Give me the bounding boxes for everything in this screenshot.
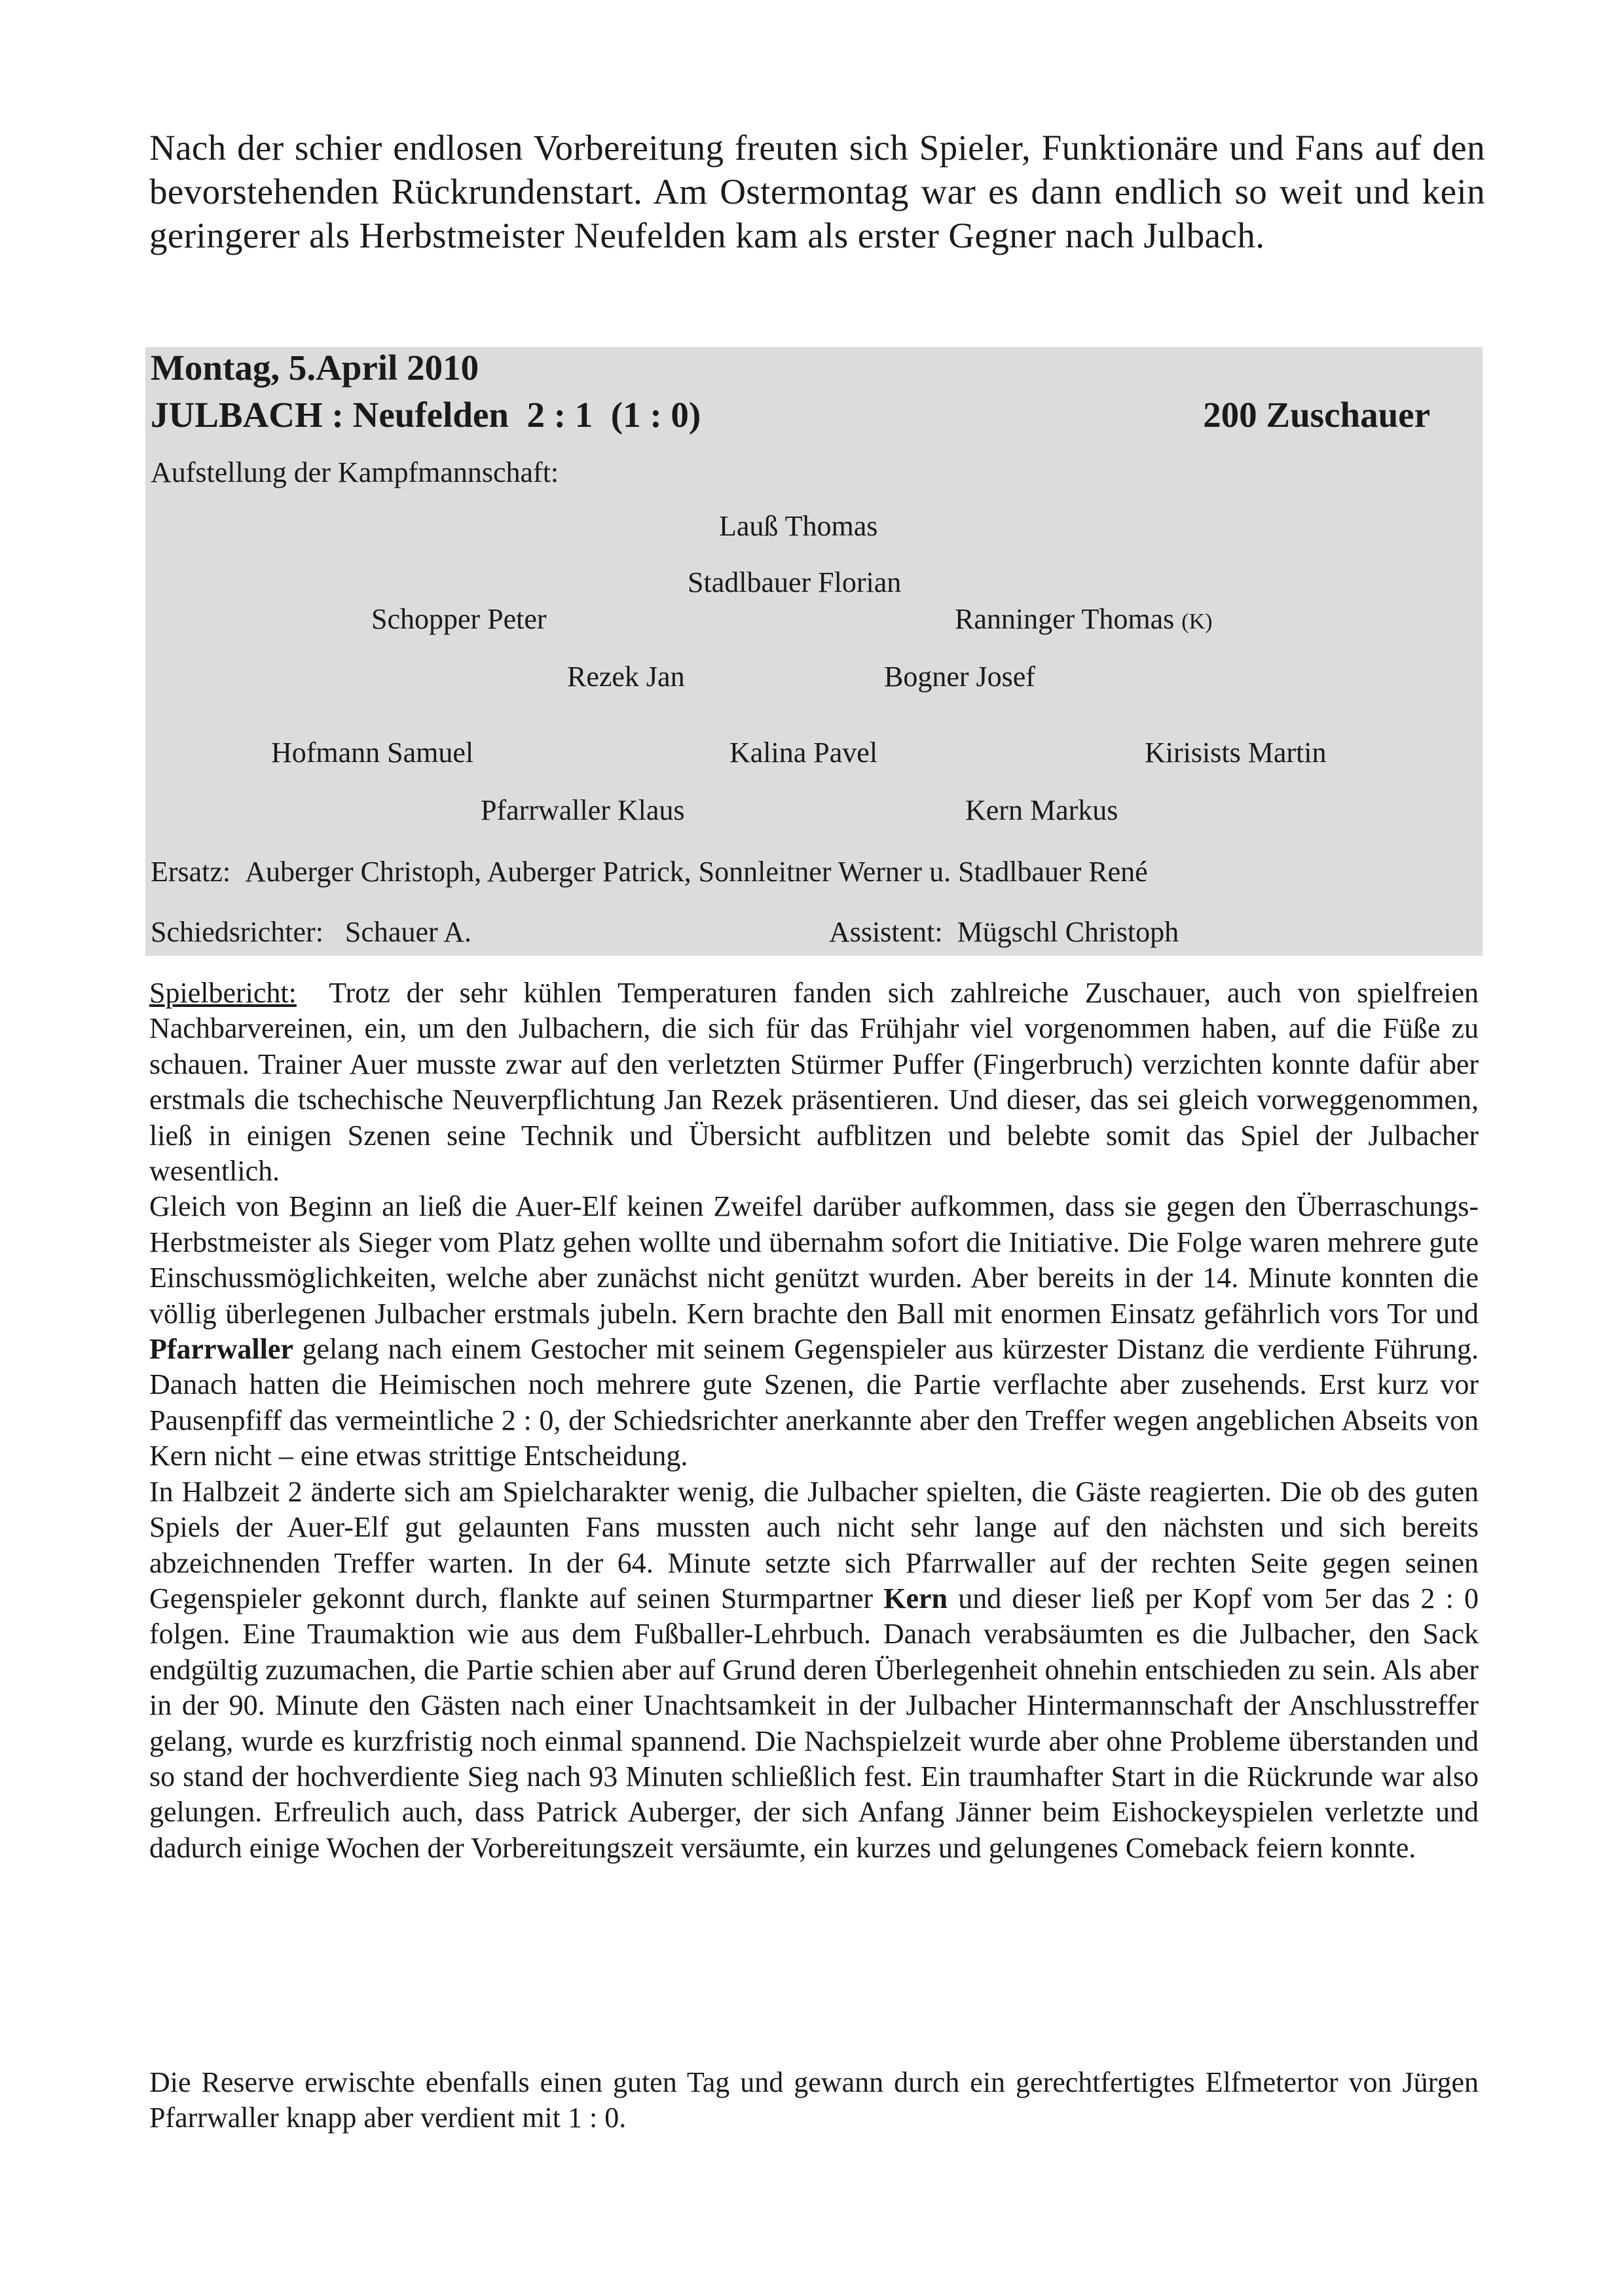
player-forward-left: Pfarrwaller Klaus: [481, 794, 685, 826]
assistant-name: Mügschl Christoph: [957, 916, 1179, 948]
substitutes-names: Auberger Christoph, Auberger Patrick, Sonnleitner Werner u. Stadlbauer René: [245, 856, 1148, 888]
match-result: JULBACH : Neufelden 2 : 1 (1 : 0): [151, 395, 701, 435]
player-defender-left: Schopper Peter: [371, 603, 547, 635]
scorer-1: Pfarrwaller: [149, 1333, 293, 1366]
match-report: [149, 975, 1479, 1866]
match-date: Montag, 5.April 2010: [151, 348, 479, 388]
referee-line: [151, 915, 471, 949]
report-paragraph-1: [149, 975, 1479, 1189]
player-wing-left: Hofmann Samuel: [271, 737, 474, 769]
player-wing-right: Kirisists Martin: [1145, 737, 1327, 769]
report-text-1: Trotz der sehr kühlen Temperaturen fanden sich zahlreiche Zuschauer, auch von spielfreien Nachbarvereinen, ein, um den Julbachern, die sich für das Frühjahr viel vorgenommen haben, auf die Füße zu schauen. Trainer Auer musste zwar auf den verletzten Stürmer Puffer (Fingerbruch) verzichten konnte dafür aber erstmals die tschechische Neuverpflichtung Jan Rezek präsentieren. Und dieser, das sei gleich vorweggenommen, ließ in einigen Szenen seine Technik und Übersicht aufblitzen und belebte somit das Spiel der Julbacher wesentlich.: [149, 977, 1479, 1188]
reserve-paragraph: Die Reserve erwischte ebenfalls einen guten Tag und gewann durch ein gerechtfertigtes Elfmetertor von Jürgen Pfarrwaller knapp aber verdient mit 1 : 0.: [149, 2066, 1479, 2134]
player-midfield-left: Rezek Jan: [567, 661, 685, 693]
substitutes-line: [151, 855, 1148, 888]
report-text-2a: Gleich von Beginn an ließ die Auer-Elf keinen Zweifel darüber aufkommen, dass sie gegen den Überraschungs-Herbstmeister als Sieger vom Platz gehen wollte und übernahm sofort die Initiative. Die Folge waren mehrere gute Einschussmöglichkeiten, welche aber zunächst nicht genützt wurden. Aber bereits in der 14. Minute konnten die völlig überlegenen Julbacher erstmals jubeln. Kern brachte den Ball mit enormen Einsatz gefährlich vors Tor und: [149, 1190, 1479, 1330]
player-goalkeeper: Lauß Thomas: [719, 510, 878, 542]
report-text-3b: und dieser ließ per Kopf vom 5er das 2 : 0 folgen. Eine Traumaktion wie aus dem Fußballer-Lehrbuch. Danach verabsäumten es die Julbacher, den Sack endgültig zuzumachen, die Partie schien aber auf Grund deren Überlegenheit ohnehin entschieden zu sein. Als aber in der 90. Minute den Gästen nach einer Unachtsamkeit in der Julbacher Hintermannschaft der Anschlusstreffer gelang, wurde es kurzfristig noch einmal spannend. Die Nachspielzeit wurde aber ohne Probleme überstanden und so stand der hochverdiente Sieg nach 93 Minuten schließlich fest. Ein traumhafter Start in die Rückrunde war also gelungen. Erfreulich auch, dass Patrick Auberger, der sich Anfang Jänner beim Eishockeyspielen verletzte und dadurch einige Wochen der Vorbereitungszeit versäumte, ein kurzes und gelungenes Comeback feiern konnte.: [149, 1582, 1479, 1864]
referee-name: Schauer A.: [344, 916, 471, 948]
assistant-line: [829, 915, 1179, 949]
scorer-2: Kern: [883, 1582, 948, 1614]
captain-mark: (K): [1181, 610, 1213, 634]
player-center: Kalina Pavel: [729, 737, 878, 769]
player-midfield-right: Bogner Josef: [884, 661, 1035, 693]
report-paragraph-2: [149, 1189, 1479, 1474]
assistant-label: Assistent:: [829, 916, 943, 948]
substitutes-label: Ersatz:: [151, 856, 231, 888]
player-defender-right: [955, 602, 1212, 636]
report-paragraph-3: [149, 1474, 1479, 1866]
lineup-label: Aufstellung der Kampfmannschaft:: [151, 456, 559, 488]
report-text-3a: In Halbzeit 2 änderte sich am Spielcharakter wenig, die Julbacher spielten, die Gäste reagierten. Die ob des guten Spiels der Auer-Elf gut gelaunten Fans mussten auch nicht sehr lange auf den nächsten und sich bereits abzeichnenden Treffer warten. In der 64. Minute setzte sich Pfarrwaller auf der rechten Seite gegen seinen Gegenspieler gekonnt durch, flankte auf seinen Sturmpartner: [149, 1475, 1479, 1614]
player-name: Ranninger Thomas: [955, 603, 1175, 635]
report-heading: Spielbericht:: [149, 977, 297, 1009]
report-text-2b: gelang nach einem Gestocher mit seinem Gegenspieler aus kürzester Distanz die verdiente Führung. Danach hatten die Heimischen noch mehrere gute Szenen, die Partie verflachte aber zusehends. Erst kurz vor Pausenpfiff das vermeintliche 2 : 0, der Schiedsrichter anerkannte aber den Treffer wegen angeblichen Abseits von Kern nicht – eine etwas strittige Entscheidung.: [149, 1333, 1479, 1472]
spectator-count: 200 Zuschauer: [1203, 395, 1430, 435]
player-sweeper: Stadlbauer Florian: [688, 566, 902, 598]
match-info-box: [145, 347, 1483, 956]
referee-label: Schiedsrichter:: [151, 916, 323, 948]
intro-paragraph: Nach der schier endlosen Vorbereitung freuten sich Spieler, Funktionäre und Fans auf den bevorstehenden Rückrundenstart. Am Ostermontag war es dann endlich so weit und kein geringerer als Herbstmeister Neufelden kam als erster Gegner nach Julbach.: [149, 128, 1485, 255]
player-forward-right: Kern Markus: [965, 794, 1118, 826]
